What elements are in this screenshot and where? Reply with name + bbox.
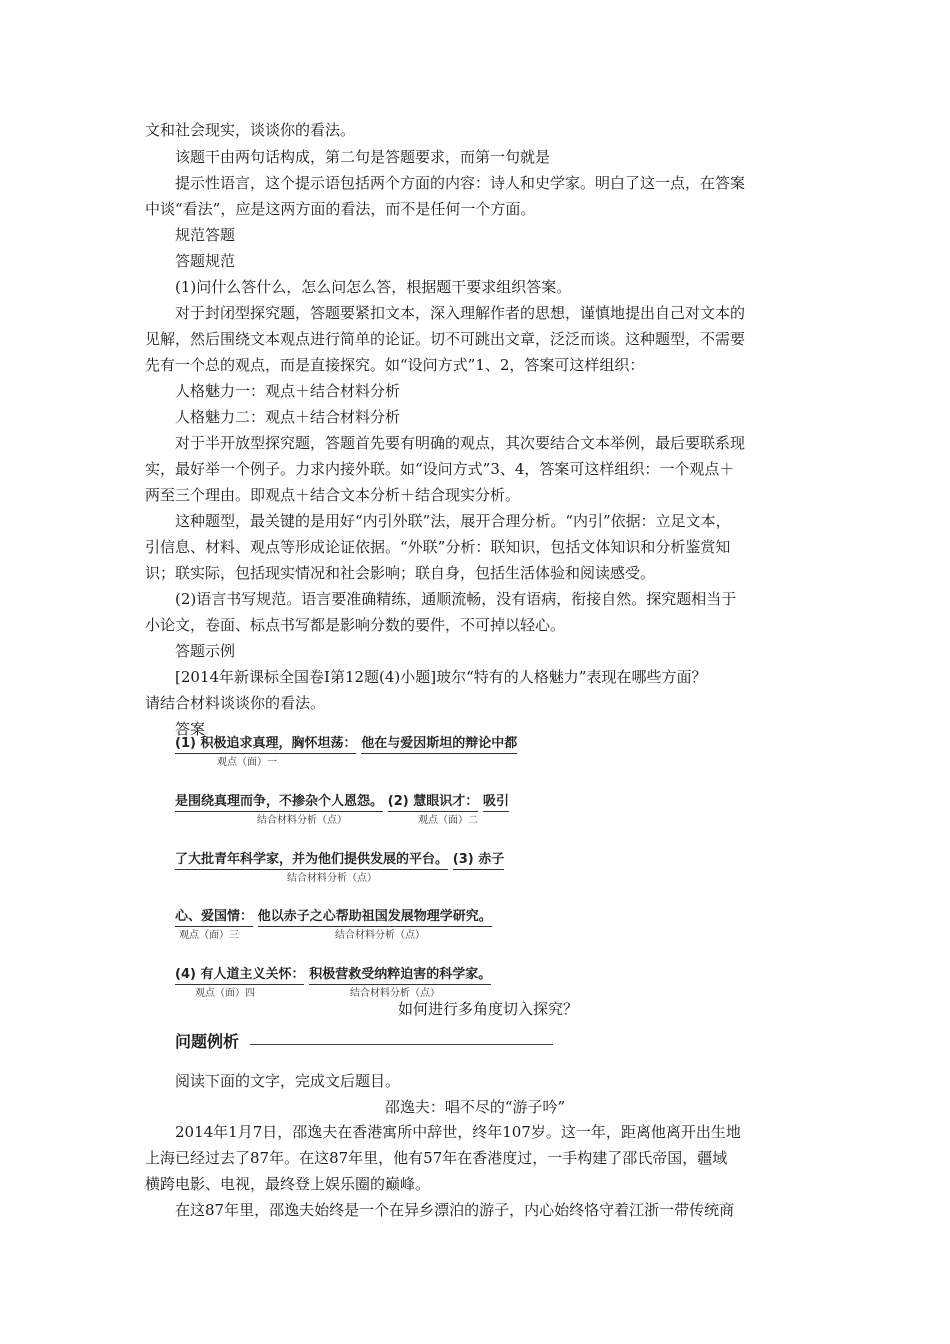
text-line: 先有一个总的观点，而是直接探究。如“设问方式”1、2，答案可这样组织： <box>145 356 645 374</box>
text-line: 2014年1月7日，邵逸夫在香港寓所中辞世，终年107岁。这一年，距离他离开出生地 <box>175 1123 741 1141</box>
text-line: 对于半开放型探究题，答题首先要有明确的观点，其次要结合文本举例，最后要联系现 <box>175 434 746 452</box>
text-line: 中谈“看法”，应是这两方面的看法，而不是任何一个方面。 <box>145 200 536 218</box>
answer-row-2 <box>175 791 510 826</box>
answer-analysis: 了大批青年科学家，并为他们提供发展的平台。 <box>175 852 448 870</box>
answer-analysis: 他在与爱因斯坦的辩论中都 <box>361 736 517 754</box>
text-line: 文和社会现实，谈谈你的看法。 <box>145 121 356 139</box>
answer-viewpoint: (4) 有人道主义关怀： <box>175 967 304 985</box>
text-line: 请结合材料谈谈你的看法。 <box>145 694 326 712</box>
annotation-label: 观点（面）一 <box>217 757 277 768</box>
answer-viewpoint: (1) 积极追求真理，胸怀坦荡： <box>175 736 356 754</box>
text-line: (2)语言书写规范。语言要准确精练，通顺流畅，没有语病，衔接自然。探究题相当于 <box>175 590 737 608</box>
text-line: 识；联实际，包括现实情况和社会影响；联自身，包括生活体验和阅读感受。 <box>145 564 656 582</box>
text-line: 人格魅力二：观点＋结合材料分析 <box>175 408 401 426</box>
annotation-label: 观点（面）四 <box>195 988 255 999</box>
answer-viewpoint: 心、爱国情： <box>175 909 253 927</box>
text-line: 对于封闭型探究题，答题要紧扣文本，深入理解作者的思想，谨慎地提出自己对文本的 <box>175 304 746 322</box>
text-line: 在这87年里，邵逸夫始终是一个在异乡漂泊的游子，内心始终恪守着江浙一带传统商 <box>175 1201 735 1219</box>
answer-row-4 <box>175 906 492 941</box>
text-line: (1)问什么答什么，怎么问怎么答，根据题干要求组织答案。 <box>175 278 572 296</box>
text-line: 人格魅力一：观点＋结合材料分析 <box>175 382 401 400</box>
heading-rule <box>250 1044 553 1045</box>
answer-row-5 <box>175 964 492 999</box>
section-heading: 问题例析 <box>175 1032 240 1051</box>
annotation-label: 观点（面）二 <box>418 815 478 826</box>
text-line: 提示性语言，这个提示语包括两个方面的内容：诗人和史学家。明白了这一点，在答案 <box>175 174 746 192</box>
text-line: 小论文，卷面、标点书写都是影响分数的要件，不可掉以轻心。 <box>145 616 566 634</box>
answer-analysis: 积极营救受纳粹迫害的科学家。 <box>309 967 491 985</box>
answer-analysis: 他以赤子之心帮助祖国发展物理学研究。 <box>258 909 492 927</box>
text-line: [2014年新课标全国卷Ⅰ第12题(4)小题]玻尔“特有的人格魅力”表现在哪些方面？ <box>175 668 707 686</box>
annotation-label: 结合材料分析（点） <box>257 815 347 826</box>
text-line: 这种题型，最关键的是用好“内引外联”法，展开合理分析。“内引”依据：立足文本， <box>175 512 731 530</box>
answer-analysis: 吸引 <box>483 794 509 812</box>
annotation-label: 结合材料分析（点） <box>287 873 377 884</box>
text-line: 横跨电影、电视，最终登上娱乐圈的巅峰。 <box>145 1175 431 1193</box>
answer-viewpoint: (2) 慧眼识才： <box>388 794 478 812</box>
article-title: 邵逸夫：唱不尽的“游子吟” <box>384 1098 566 1116</box>
annotation-label: 结合材料分析（点） <box>350 988 440 999</box>
text-line: 该题干由两句话构成，第二句是答题要求，而第一句就是 <box>175 148 551 166</box>
text-line: 阅读下面的文字，完成文后题目。 <box>175 1072 401 1090</box>
text-line: 见解，然后围绕文本观点进行简单的论证。切不可跳出文章，泛泛而谈。这种题型，不需要 <box>145 330 746 348</box>
answer-analysis: 是围绕真理而争，不掺杂个人恩怨。 <box>175 794 383 812</box>
text-line: 规范答题 <box>175 226 236 244</box>
annotation-label: 观点（面）三 <box>179 930 239 941</box>
answer-row-3 <box>175 849 505 884</box>
text-line: 答题示例 <box>175 642 236 660</box>
answer-viewpoint: (3) 赤子 <box>453 852 504 870</box>
annotation-label: 结合材料分析（点） <box>335 930 425 941</box>
text-line: 答题规范 <box>175 252 236 270</box>
text-line: 上海已经过去了87年。在这87年里，他有57年在香港度过，一手构建了邵氏帝国，疆域 <box>145 1149 728 1167</box>
question-line: 如何进行多角度切入探究？ <box>398 1000 579 1018</box>
answer-row-1 <box>175 733 518 768</box>
text-line: 答案 <box>175 720 206 738</box>
text-line: 两至三个理由。即观点＋结合文本分析＋结合现实分析。 <box>145 486 521 504</box>
text-line: 实，最好举一个例子。力求内接外联。如“设问方式”3、4，答案可这样组织：一个观点＋ <box>145 460 735 478</box>
text-line: 引信息、材料、观点等形成论证依据。“外联”分析：联知识，包括文体知识和分析鉴赏知 <box>145 538 731 556</box>
